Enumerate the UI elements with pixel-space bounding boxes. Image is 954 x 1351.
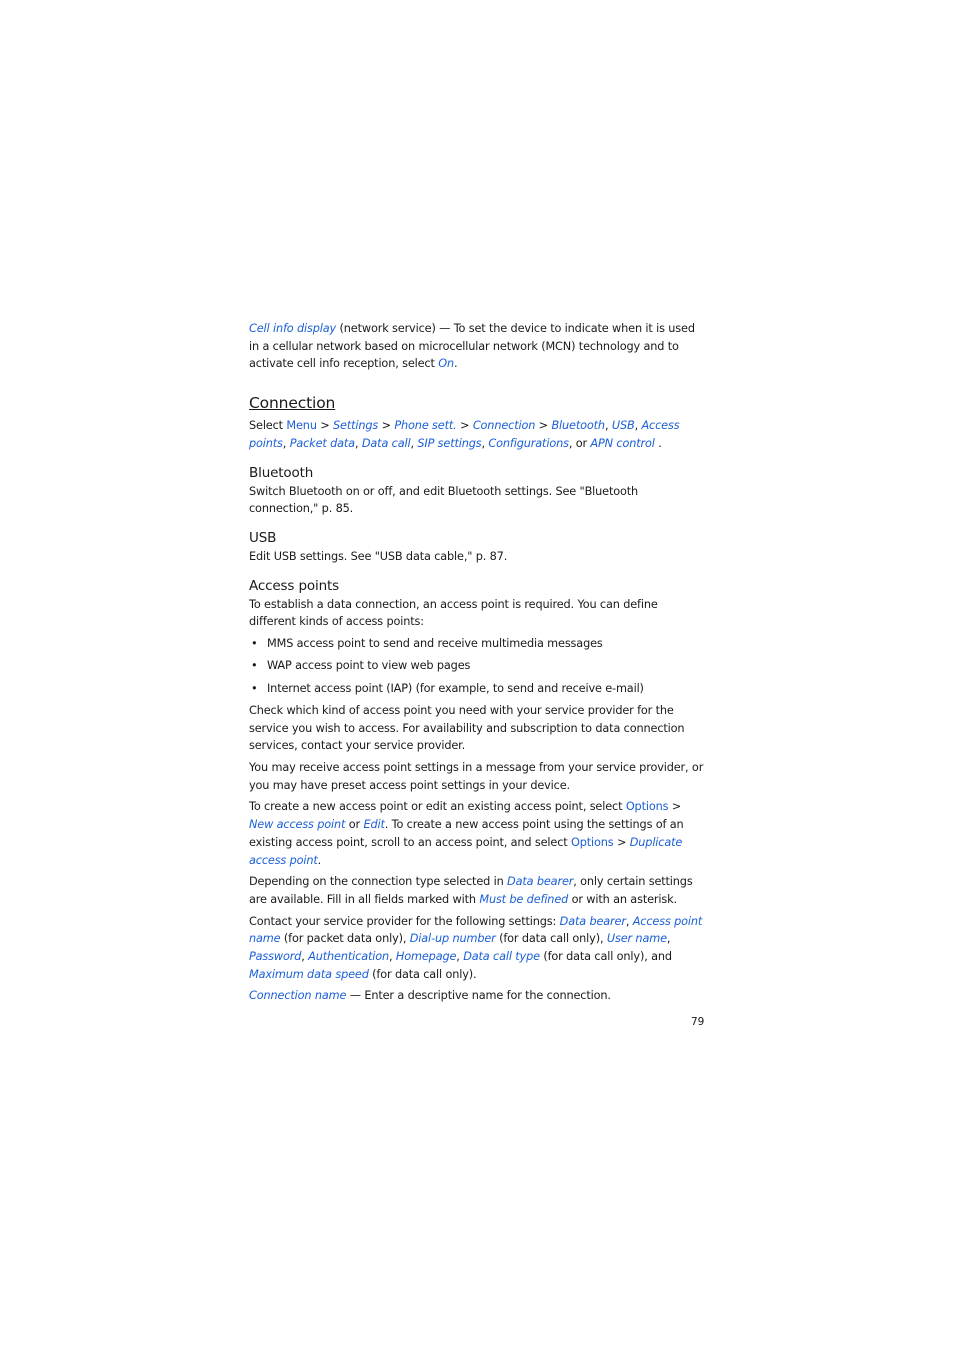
usb-heading: USB	[249, 529, 277, 546]
list-item: • Internet access point (IAP) (for example, to send and receive e-mail)	[249, 680, 705, 698]
bullet-marker: •	[251, 681, 258, 695]
connection-name-term: Connection name	[249, 989, 347, 1003]
bluetooth-text: Switch Bluetooth on or off, and edit Bluetooth settings. See "Bluetooth connection," p. 85.	[249, 484, 639, 516]
settings-term: Settings	[333, 419, 379, 433]
document-body	[249, 320, 705, 1009]
connection-term: Connection	[472, 419, 536, 433]
dialup-number-term: Dial-up number	[409, 932, 496, 946]
bluetooth-term: Bluetooth	[551, 419, 605, 433]
duplicate-access-point-term: Duplicate access point	[249, 835, 683, 867]
list-item: • MMS access point to send and receive multimedia messages	[249, 635, 705, 653]
user-name-term: User name	[606, 932, 667, 946]
connection-name-paragraph: Connection name — Enter a descriptive name for the connection.	[249, 989, 611, 1003]
bluetooth-heading: Bluetooth	[249, 464, 314, 481]
list-item: • WAP access point to view web pages	[249, 657, 705, 675]
new-access-point-term: New access point	[249, 818, 346, 832]
cell-info-text: (network service) — To set the device to indicate when it is used in a cellular network based on microcellular network (MCN) technology and to activate cell info reception, select	[249, 322, 695, 371]
access-points-term: Access points	[249, 419, 680, 450]
password-term: Password	[249, 950, 302, 964]
bullet-marker: •	[251, 637, 258, 651]
usb-text: Edit USB settings. See "USB data cable," p. 87.	[249, 549, 508, 563]
page-number: 79	[691, 1016, 705, 1028]
data-call-term: Data call	[361, 436, 411, 450]
access-points-heading: Access points	[249, 577, 340, 594]
configurations-term: Configurations	[488, 436, 569, 450]
access-points-intro: To establish a data connection, an access point is required. You can define different kinds of access points:	[249, 597, 658, 629]
usb-term: USB	[611, 419, 635, 433]
connection-path: Select Menu > Settings > Phone sett. > Connection > Bluetooth, USB, Access points, Packet data, Data call, SIP settings, Configurations, or APN control .	[249, 419, 680, 450]
data-bearer-term: Data bearer	[559, 914, 626, 928]
homepage-term: Homepage	[395, 950, 457, 964]
contact-paragraph: Contact your service provider for the following settings: Data bearer, Access point name (for packet data only), Dial-up number (for data call only), User name, Password, Authentication, Homepage, Data call type (for data call only), and Maximum data speed (for data call only).	[249, 914, 703, 981]
sip-settings-term: SIP settings	[417, 436, 482, 450]
packet-data-term: Packet data	[289, 436, 355, 450]
bullet-marker: •	[251, 659, 258, 673]
must-be-defined-term: Must be defined	[479, 892, 569, 906]
data-call-type-term: Data call type	[463, 950, 540, 964]
phone-sett-term: Phone sett.	[394, 419, 457, 433]
max-data-speed-term: Maximum data speed	[249, 967, 369, 981]
receive-paragraph: You may receive access point settings in a message from your service provider, or you may have preset access point settings in your device.	[249, 761, 704, 792]
cell-info-display-term: Cell info display	[249, 322, 337, 335]
edit-term: Edit	[363, 818, 385, 832]
options-term: Options	[625, 800, 669, 814]
check-paragraph: Check which kind of access point you need with your service provider for the service you wish to access. For availability and subscription to data connection services, contact your service provider.	[249, 703, 685, 753]
on-term: On	[438, 357, 454, 371]
cell-info-paragraph: Cell info display (network service) — To set the device to indicate when it is used in a cellular network based on microcellular network (MCN) technology and to activate cell info reception, select On.	[249, 322, 695, 371]
authentication-term: Authentication	[308, 950, 390, 964]
access-point-types-list	[249, 635, 705, 697]
data-bearer-term: Data bearer	[507, 875, 574, 889]
access-point-name-term: Access point name	[249, 914, 703, 946]
connection-heading: Connection	[249, 394, 336, 413]
menu-term: Menu	[286, 419, 317, 433]
apn-control-term: APN control	[590, 436, 655, 450]
options-term: Options	[570, 835, 614, 849]
depending-paragraph: Depending on the connection type selected in Data bearer, only certain settings are available. Fill in all fields marked with Must be defined or with an asterisk.	[249, 875, 693, 906]
create-paragraph: To create a new access point or edit an existing access point, select Options > New access point or Edit. To create a new access point using the settings of an existing access point, scroll to an access point, and select Options > Duplicate access point.	[249, 800, 684, 867]
